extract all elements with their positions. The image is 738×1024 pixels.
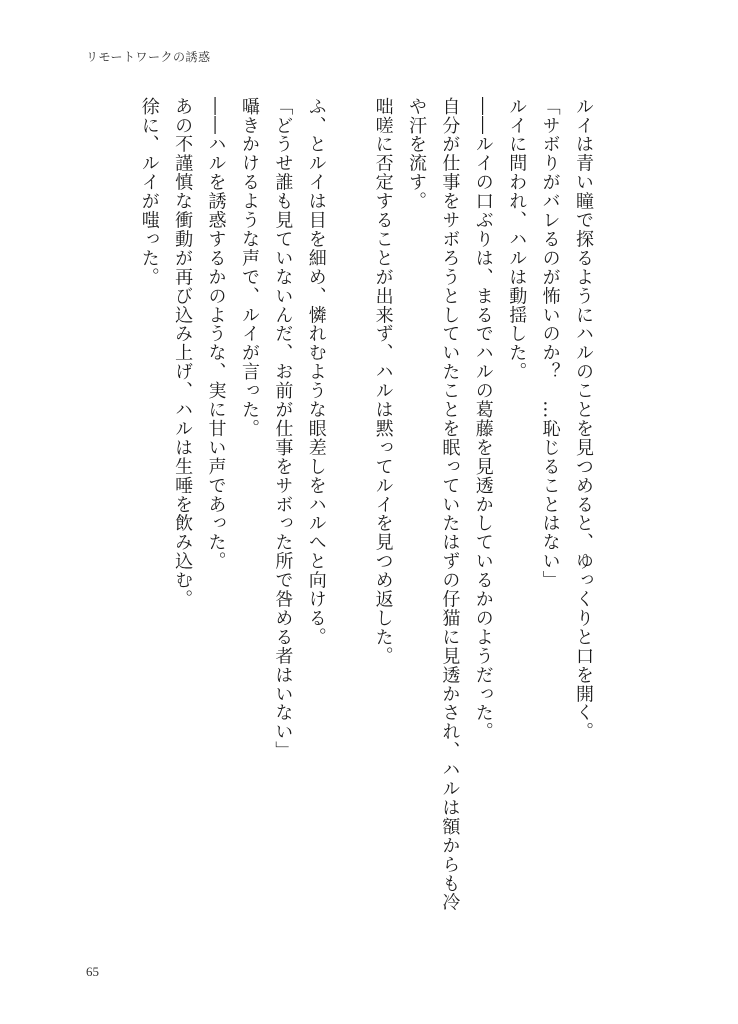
text-line-1: ルイは青い瞳で探るようにハルのことを見つめると、ゆっくりと口を開く。 bbox=[573, 97, 594, 742]
vertical-body-text bbox=[132, 97, 600, 977]
text-line-7: 咄嗟に否定することが出来ず、ハルは黙ってルイを見つめ返した。 bbox=[372, 97, 394, 666]
text-line-12: あの不謹慎な衝動が再び込み上げ、ハルは生唾を飲み込む。 bbox=[172, 97, 194, 609]
blank-line bbox=[333, 97, 366, 977]
text-line-8: ふ、とルイは目を細め、憐れむような眼差しをハルへと向ける。 bbox=[305, 97, 327, 647]
text-line-10: 囁きかけるような声で、ルイが言った。 bbox=[238, 97, 260, 439]
text-line-2: 「サボりがバレるのが怖いのか？ …恥じることはない」 bbox=[539, 97, 561, 590]
running-head-title: リモートワークの誘惑 bbox=[86, 50, 211, 64]
text-line-6: や汗を流す。 bbox=[405, 97, 427, 211]
text-line-11: ――ハルを誘惑するかのような、実に甘い声であった。 bbox=[205, 97, 227, 571]
text-line-4: ――ルイの口ぶりは、まるでハルの葛藤を見透かしているかのようだった。 bbox=[472, 97, 494, 742]
text-line-5: 自分が仕事をサボろうとしていたことを眠っていたはずの仔猫に見透かされ、ハルは額からも冷 bbox=[439, 97, 461, 912]
text-line-3: ルイに問われ、ハルは動揺した。 bbox=[506, 97, 528, 382]
text-line-9: 「どうせ誰も見ていないんだ、お前が仕事をサボった所で咎める者はいない」 bbox=[272, 97, 294, 761]
text-line-13: 徐に、ルイが嗤った。 bbox=[138, 97, 160, 287]
page-number: 65 bbox=[86, 964, 99, 979]
